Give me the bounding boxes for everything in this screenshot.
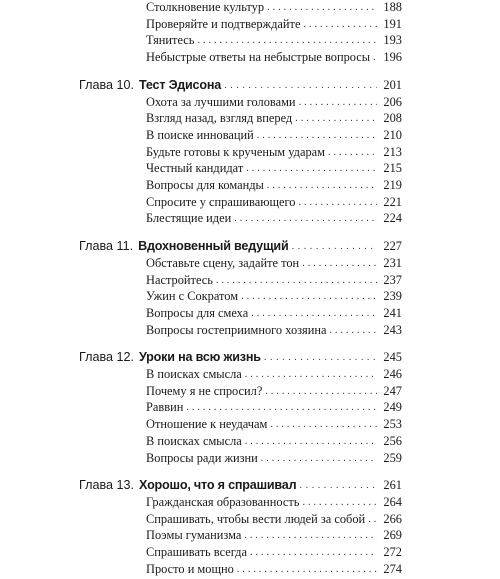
entry-page: 266 xyxy=(383,511,402,526)
entry-page: 249 xyxy=(383,400,402,415)
entry-title: Настройтесь xyxy=(146,272,213,287)
entry-title: Отношение к неудачам xyxy=(146,417,268,432)
chapter-page: 201 xyxy=(383,77,402,92)
entry-title: Спрашивать всегда xyxy=(146,545,247,560)
toc-entry xyxy=(79,289,402,306)
entry-title: В поисках смысла xyxy=(146,367,242,382)
toc-chapter-heading xyxy=(79,239,402,256)
dot-leader xyxy=(257,129,377,144)
entry-title: Честный кандидат xyxy=(146,161,244,176)
chapter-gap xyxy=(79,228,402,239)
dot-leader xyxy=(303,18,377,33)
chapter-page: 245 xyxy=(383,350,402,365)
table-of-contents xyxy=(79,0,402,579)
dot-leader xyxy=(245,368,377,383)
entry-page: 208 xyxy=(383,111,402,126)
toc-entry xyxy=(79,562,402,579)
dot-leader xyxy=(246,162,377,177)
entry-page: 196 xyxy=(383,50,402,65)
chapter-gap xyxy=(79,339,402,350)
entry-page: 210 xyxy=(383,127,402,142)
toc-entry xyxy=(79,400,402,417)
entry-page: 215 xyxy=(383,161,402,176)
dot-leader xyxy=(298,196,377,211)
dot-leader xyxy=(245,435,377,450)
chapter-title: Вдохновенный ведущий xyxy=(138,239,289,254)
entry-page: 213 xyxy=(383,144,402,159)
entry-page: 274 xyxy=(383,561,402,576)
toc-entry xyxy=(79,434,402,451)
entry-title: Взгляд назад, взгляд вперед xyxy=(146,111,293,126)
entry-page: 231 xyxy=(383,255,402,270)
toc-entry xyxy=(79,256,402,273)
dot-leader xyxy=(186,401,377,416)
dot-leader xyxy=(261,452,377,467)
chapter-page: 227 xyxy=(383,239,402,254)
dot-leader xyxy=(241,290,377,305)
dot-leader xyxy=(292,240,378,255)
entry-title: Вопросы для смеха xyxy=(146,305,249,320)
chapter-gap xyxy=(79,67,402,78)
entry-page: 206 xyxy=(383,94,402,109)
entry-page: 224 xyxy=(383,211,402,226)
dot-leader xyxy=(234,212,377,227)
dot-leader xyxy=(302,257,377,272)
entry-page: 219 xyxy=(383,178,402,193)
entry-title: Тянитесь xyxy=(146,33,195,48)
entry-title: Небыстрые ответы на небыстрые вопросы xyxy=(146,50,371,65)
dot-leader xyxy=(267,179,377,194)
dot-leader xyxy=(295,112,377,127)
chapter-page: 261 xyxy=(383,478,402,493)
toc-chapter-heading xyxy=(79,350,402,367)
entry-title: Будьте готовы к крученым ударам xyxy=(146,144,325,159)
dot-leader xyxy=(224,79,377,94)
toc-entry xyxy=(79,273,402,290)
dot-leader xyxy=(373,51,377,66)
dot-leader xyxy=(330,324,378,339)
entry-title: Гражданская образованность xyxy=(146,494,300,509)
entry-title: Просто и мощно xyxy=(146,561,234,576)
dot-leader xyxy=(244,529,377,544)
entry-title: Спросите у спрашивающего xyxy=(146,194,296,209)
chapter-gap xyxy=(79,467,402,478)
dot-leader xyxy=(368,513,377,528)
dot-leader xyxy=(251,307,377,322)
chapter-label: Глава 11. xyxy=(79,239,134,254)
entry-page: 193 xyxy=(383,33,402,48)
dot-leader xyxy=(267,1,377,16)
entry-page: 241 xyxy=(383,305,402,320)
entry-page: 256 xyxy=(383,433,402,448)
entry-page: 253 xyxy=(383,417,402,432)
entry-title: В поиске инноваций xyxy=(146,127,254,142)
toc-entry xyxy=(79,111,402,128)
dot-leader xyxy=(265,385,377,400)
entry-title: Спрашивать, чтобы вести людей за собой xyxy=(146,511,366,526)
dot-leader xyxy=(250,546,377,561)
entry-title: Раввин xyxy=(146,400,184,415)
entry-title: Проверяйте и подтверждайте xyxy=(146,16,301,31)
toc-entry xyxy=(79,528,402,545)
entry-title: Обставьте сцену, задайте тон xyxy=(146,255,300,270)
dot-leader xyxy=(216,274,377,289)
toc-entry xyxy=(79,33,402,50)
entry-title: В поисках смысла xyxy=(146,433,242,448)
entry-page: 269 xyxy=(383,528,402,543)
entry-page: 259 xyxy=(383,450,402,465)
toc-entry xyxy=(79,211,402,228)
entry-title: Охота за лучшими головами xyxy=(146,94,296,109)
toc-entry xyxy=(79,17,402,34)
dot-leader xyxy=(302,496,377,511)
dot-leader xyxy=(197,34,377,49)
toc-chapter-heading xyxy=(79,78,402,95)
entry-title: Почему я не спросил? xyxy=(146,383,263,398)
toc-entry xyxy=(79,128,402,145)
entry-title: Вопросы гостеприимного хозяина xyxy=(146,322,327,337)
toc-entry xyxy=(79,417,402,434)
toc-entry xyxy=(79,145,402,162)
dot-leader xyxy=(237,563,377,578)
entry-page: 272 xyxy=(383,545,402,560)
chapter-title: Хорошо, что я спрашивал xyxy=(139,478,297,493)
entry-page: 246 xyxy=(383,367,402,382)
toc-entry xyxy=(79,451,402,468)
toc-entry xyxy=(79,367,402,384)
toc-entry xyxy=(79,495,402,512)
toc-entry xyxy=(79,512,402,529)
entry-page: 237 xyxy=(383,272,402,287)
toc-entry xyxy=(79,50,402,67)
entry-page: 188 xyxy=(383,0,402,14)
entry-title: Вопросы для команды xyxy=(146,178,264,193)
entry-page: 221 xyxy=(383,194,402,209)
toc-entry xyxy=(79,306,402,323)
chapter-title: Тест Эдисона xyxy=(139,77,222,92)
chapter-title: Уроки на всю жизнь xyxy=(139,350,261,365)
toc-entry xyxy=(79,195,402,212)
entry-page: 243 xyxy=(383,322,402,337)
chapter-label: Глава 12. xyxy=(79,350,135,365)
entry-page: 264 xyxy=(383,494,402,509)
dot-leader xyxy=(264,351,377,366)
entry-page: 247 xyxy=(383,383,402,398)
toc-entry xyxy=(79,545,402,562)
toc-chapter-heading xyxy=(79,478,402,495)
toc-entry xyxy=(79,323,402,340)
dot-leader xyxy=(299,479,377,494)
dot-leader xyxy=(299,96,377,111)
toc-entry xyxy=(79,161,402,178)
toc-entry xyxy=(79,95,402,112)
toc-entry xyxy=(79,178,402,195)
toc-entry xyxy=(79,384,402,401)
entry-title: Столкновение культур xyxy=(146,0,265,14)
chapter-label: Глава 13. xyxy=(79,478,135,493)
entry-page: 191 xyxy=(383,16,402,31)
toc-entry xyxy=(79,0,402,17)
entry-title: Вопросы ради жизни xyxy=(146,450,258,465)
entry-title: Поэмы гуманизма xyxy=(146,528,242,543)
dot-leader xyxy=(328,146,377,161)
dot-leader xyxy=(270,418,377,433)
entry-title: Ужин с Сократом xyxy=(146,289,239,304)
chapter-label: Глава 10. xyxy=(79,77,135,92)
entry-page: 239 xyxy=(383,289,402,304)
entry-title: Блестящие идеи xyxy=(146,211,232,226)
